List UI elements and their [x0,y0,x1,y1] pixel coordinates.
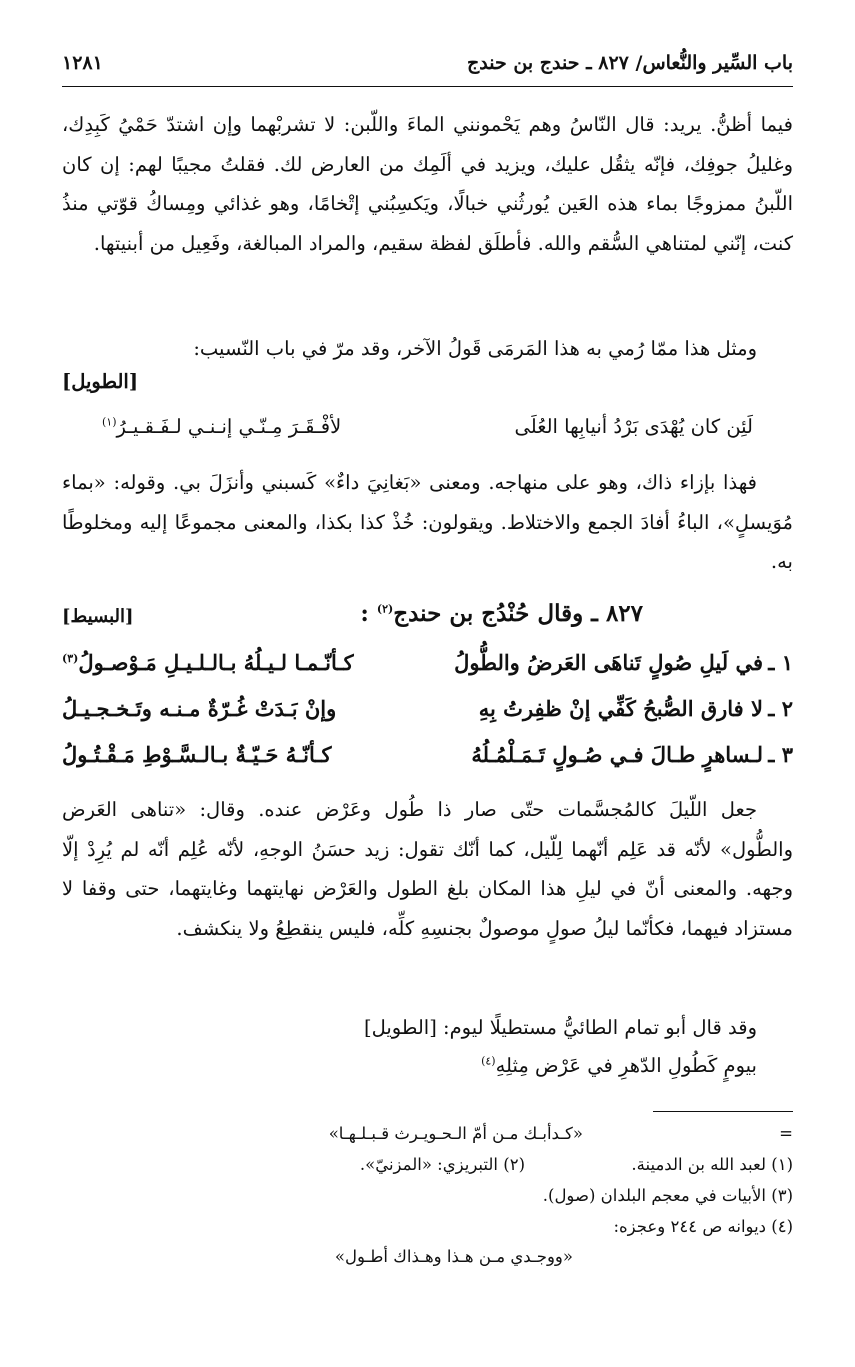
footnote-divider [653,1111,793,1112]
page-header [62,50,793,87]
explain-paragraph: فهذا بإزاء ذاك، وهو على منهاجه. ومعنى «بَغانِيَ داءٌ» كَسبني وأنزَلَ بي. وقوله: «بماء مُوَيسلٍ»، الباءُ أفادَ الجمع والاختلاط. ويقولون: خُذْ كذا بكذا، والمعنى مجموعًا إليه ومخلوطًا به. [62,471,793,573]
verse-second-hemistich: وإنْ بَـدَتْ غُـرّةٌ مـنـه وتَـخـجـيـلُ [62,696,337,721]
commentary-paragraph: جعل اللّيلَ كالمُجسَّمات حتّى صار ذا طُول وعَرْض عنده. وقال: «تناهى العَرض والطُّول» لأنّه قد عَلِم أنّهما لِلّيل، كما أنّك تقول: زيد حسَنُ الوجهِ، لأنّه عُلِم أنّه لم يُرِدْ إلّا وجهه. والمعنى أنّ في ليلِ هذا المكان بلغ الطول والعَرْض نهايتهما وغايتهما، حتى وقفا لا مستزاد فيهما، فكأنّما ليلُ صولٍ موصولٌ بجنسِهِ كلِّه، فليس ينقطِعُ ولا ينكشف. [62,798,793,940]
poem-verse-1 [62,650,793,688]
verse-number: ٢ ـ [768,696,793,721]
footnote-ref: (٣) [62,652,79,665]
verse-first-hemistich: لَئِن كان يُهْدَى بَرْدُ أنيابِها العُلَى [514,415,753,438]
poem-heading [62,600,793,644]
footnote-ref: (٤) [481,1054,496,1068]
poem-verse-3 [62,742,793,780]
verse-first-hemistich: في لَيلِ صُولٍ تَناهَى العَرضُ والطُّولُ [454,650,763,675]
verse-second-hemistich: كـأنّـهُ حَـيّـةٌ بـالـسَّـوْطِ مَـقْـتُـولُ [62,742,332,767]
like-paragraph: ومثل هذا ممّا رُمي به هذا المَرمَى قَولُ الآخر، وقد مرّ في باب النّسيب: [193,337,757,360]
meter-label-tawil: [الطويل] [62,370,139,393]
footnote-4: (٤) ديوانه ص ٢٤٤ وعجزه: [613,1217,793,1236]
verse-second-hemistich: كـأنّـمـا لـيـلُهُ بـالـلـيـلِ مَـوْصـولُ$^{(٣)}$ [62,650,354,675]
quoted-verse [62,415,793,453]
verse-first-hemistich: لا فارق الصُّبحُ كَفِّي إنْ ظفِرتُ بِهِ [478,696,763,721]
page-number: ١٢٨١ [62,52,103,74]
verse-number: ١ ـ [768,650,793,675]
poem-verse-2 [62,696,793,734]
abu-tammam-verse: بيومٍ كَطُولِ الدّهرِ في عَرْض مِثلِهِ$^{(٤)}$ [481,1054,757,1077]
meter-label-basit: [البسيط] [62,606,134,627]
footnote-1: (١) لعبد الله بن الدمينة. [631,1155,793,1174]
footnote-2: (٢) التبريزي: «المزنيّ». [359,1155,525,1174]
running-title: باب السِّير والنُّعاس/ ٨٢٧ ـ حندج بن حندج [467,52,793,74]
abu-tammam-intro: وقد قال أبو تمام الطائيُّ مستطيلًا ليوم: [الطويل] [363,1016,757,1039]
footnote-3: (٣) الأبيات في معجم البلدان (صول). [542,1186,793,1205]
continuation-mark: = [779,1124,793,1143]
footnote-ref: (٢) [376,602,394,616]
verse-first-hemistich: لـساهرٍ طـالَ فـي صُـولٍ تَـمَـلْمُـلُهُ [471,742,763,767]
footnote-ref: (١) [102,415,117,429]
intro-paragraph: فيما أظنُّ. يريد: قال النّاسُ وهم يَحْمونني الماءَ واللّبن: لا تشربْهما وإن اشتدّ حَمْيُ كَبِدِك، وغليلُ جوفِك، فإنّه يثقُل عليك، ويزيد في ألَمِك من العارض لك. فقلتُ مجيبًا لهم: إن كان اللّبنُ ممزوجًا بماء هذه العَين يُورثُني خبالًا، ويَكسِبُني إتْخامًا، وهو غذائي ومِساكُ قوّتي منذُ كنت، إنّني لمتناهي السُّقم والله. فأطلَق لفظة سقيم، والمراد المبالغة، وفَعِيل من أبنيتها. [62,113,793,255]
continuation-verse: «كـدأبـك مـن أمّ الـحـويـرث قـبـلـهـا» [328,1124,583,1143]
poem-title: ٨٢٧ ـ وقال حُنْدُج بن حندج$^{(٢)}$ : [360,600,643,627]
footnote-4-verse: «ووجـدي مـن هـذا وهـذاك أطـول» [334,1247,573,1266]
verse-second-hemistich: لأفْـقَـرَ مِـنّـي إنـنـي لـفَـقـيـرُ$^{(١)}$ [102,415,342,438]
verse-number: ٣ ـ [768,742,793,767]
